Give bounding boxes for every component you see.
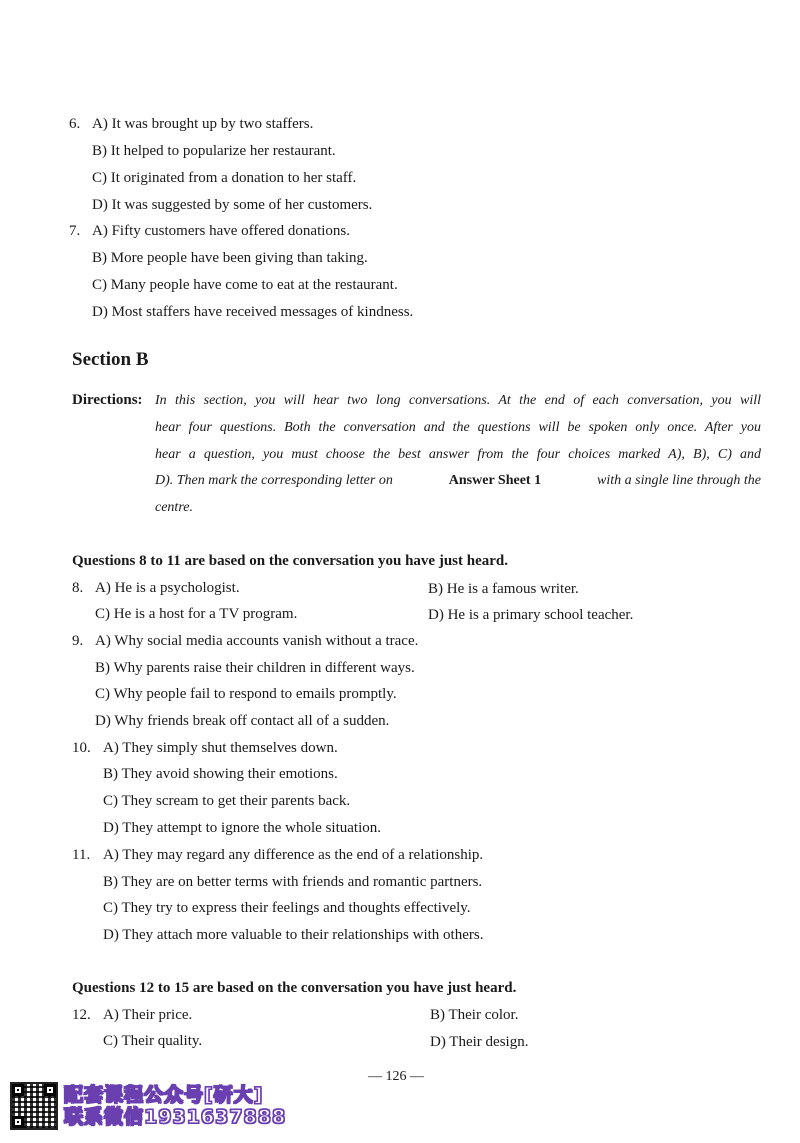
watermark-banner [10,1082,286,1130]
question-7-number: 7. [69,223,81,239]
page-number: — 126 — [368,1069,424,1084]
question-11-number: 11. [72,847,91,863]
watermark-line-1: 配套课程公众号[研大] [64,1084,264,1106]
section-b-title: Section B [72,349,149,370]
question-6-option-d: D) It was suggested by some of her customers. [92,197,373,213]
question-6-option-c: C) It originated from a donation to her staff. [92,170,357,186]
directions-line-3: hear a question, you must choose the best answer from the four choices marked A), B), C) and [155,447,761,462]
question-6-number: 6. [69,116,81,132]
question-10-option-a: A) They simply shut themselves down. [103,740,338,756]
question-9-option-a: A) Why social media accounts vanish without a trace. [95,633,419,649]
question-12-option-a: A) Their price. [103,1007,193,1023]
question-8-option-a: A) He is a psychologist. [95,580,240,596]
question-8-option-d: D) He is a primary school teacher. [428,607,634,623]
directions-line-4-start: D). Then mark the corresponding letter on [155,473,393,488]
question-8-number: 8. [72,580,84,596]
directions-line-4-end: with a single line through the [597,473,761,488]
directions-line-4 [155,472,761,490]
questions-12-15-heading: Questions 12 to 15 are based on the conversation you have just heard. [72,980,517,996]
question-8-option-c: C) He is a host for a TV program. [95,606,298,622]
question-7-option-d: D) Most staffers have received messages of kindness. [92,304,414,320]
directions-line-2: hear four questions. Both the conversation and the questions will be spoken only once. After you [155,420,761,435]
question-6-option-a: A) It was brought up by two staffers. [92,116,314,132]
question-7-option-c: C) Many people have come to eat at the restaurant. [92,277,398,293]
question-9-option-b: B) Why parents raise their children in different ways. [95,660,415,676]
question-10-option-b: B) They avoid showing their emotions. [103,766,338,782]
question-6-option-b: B) It helped to popularize her restaurant. [92,143,336,159]
question-12-option-d: D) Their design. [430,1034,529,1050]
watermark-line-2: 联系微信1931637888 [64,1106,287,1128]
question-11-option-b: B) They are on better terms with friends and romantic partners. [103,874,483,890]
question-12-option-c: C) Their quality. [103,1033,203,1049]
question-10-option-c: C) They scream to get their parents back. [103,793,351,809]
directions-label: Directions: [72,392,143,408]
qr-corner-icon [12,1084,24,1096]
question-11-option-c: C) They try to express their feelings and thoughts effectively. [103,900,471,916]
directions-line-1: In this section, you will hear two long conversations. At the end of each conversation, you will [155,393,761,408]
question-7-option-a: A) Fifty customers have offered donations. [92,223,350,239]
qr-code-icon [10,1082,58,1130]
directions-line-5: centre. [155,500,193,515]
question-7-option-b: B) More people have been giving than taking. [92,250,368,266]
question-11-option-a: A) They may regard any difference as the end of a relationship. [103,847,484,863]
watermark-text [64,1084,286,1128]
question-8-option-b: B) He is a famous writer. [428,581,579,597]
qr-corner-icon [44,1084,56,1096]
qr-corner-icon [12,1116,24,1128]
question-12-number: 12. [72,1007,91,1023]
question-9-option-d: D) Why friends break off contact all of a sudden. [95,713,390,729]
question-10-number: 10. [72,740,91,756]
question-10-option-d: D) They attempt to ignore the whole situation. [103,820,381,836]
questions-8-11-heading: Questions 8 to 11 are based on the conversation you have just heard. [72,553,508,569]
answer-sheet-label: Answer Sheet 1 [448,473,542,488]
question-9-number: 9. [72,633,84,649]
question-11-option-d: D) They attach more valuable to their relationships with others. [103,927,484,943]
question-9-option-c: C) Why people fail to respond to emails promptly. [95,686,397,702]
question-12-option-b: B) Their color. [430,1007,519,1023]
